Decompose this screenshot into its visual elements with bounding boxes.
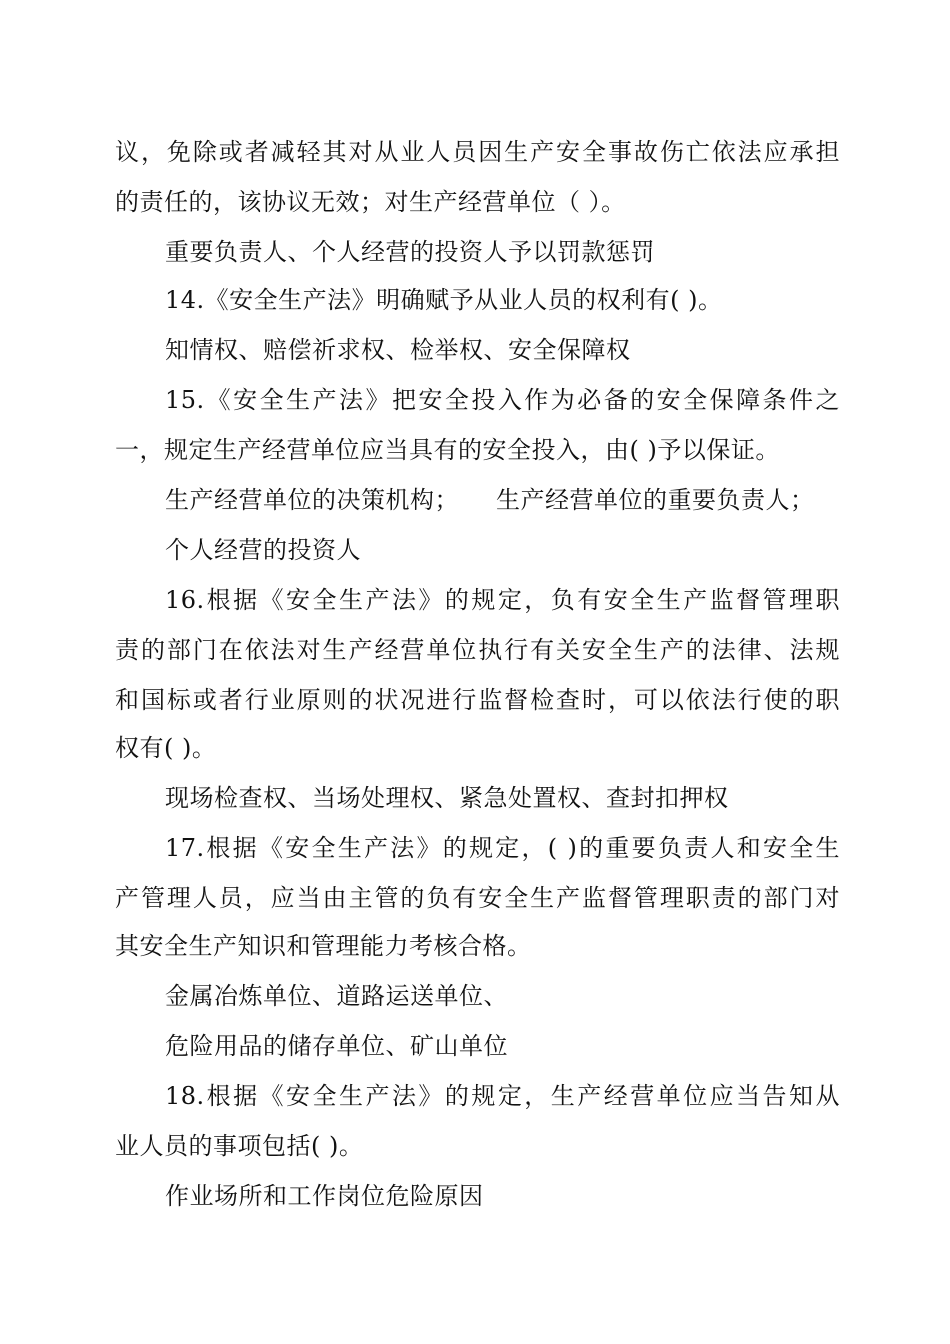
answer-line: 重要负责人、个人经营的投资人予以罚款惩罚 [165, 238, 655, 266]
answer-line: 现场检查权、当场处理权、紧急处置权、查封扣押权 [165, 784, 729, 812]
text-line: 权有( )。 [115, 734, 217, 762]
question-17: 17.根据《安全生产法》的规定，( )的重要负责人和安全生 [165, 834, 840, 862]
text-line: 一，规定生产经营单位应当具有的安全投入，由( )予以保证。 [115, 436, 780, 464]
text-line: 和国标或者行业原则的状况进行监督检查时，可以依法行使的职 [115, 686, 840, 714]
question-16: 16.根据《安全生产法》的规定，负有安全生产监督管理职 [165, 586, 840, 614]
answer-line: 知情权、赔偿祈求权、检举权、安全保障权 [165, 336, 631, 364]
answer-line: 危险用品的储存单位、矿山单位 [165, 1032, 508, 1060]
text-line: 议，免除或者减轻其对从业人员因生产安全事故伤亡依法应承担 [115, 138, 840, 166]
answer-line: 生产经营单位的决策机构； 生产经营单位的重要负责人； [165, 486, 815, 514]
text-line: 业人员的事项包括( )。 [115, 1132, 364, 1160]
text-line: 的责任的，该协议无效；对生产经营单位（ ）。 [115, 188, 626, 216]
question-14: 14.《安全生产法》明确赋予从业人员的权利有( )。 [165, 286, 723, 314]
text-line: 责的部门在依法对生产经营单位执行有关安全生产的法律、法规 [115, 636, 840, 664]
question-18: 18.根据《安全生产法》的规定，生产经营单位应当告知从 [165, 1082, 840, 1110]
text-line: 其安全生产知识和管理能力考核合格。 [115, 932, 532, 960]
answer-line: 个人经营的投资人 [165, 536, 361, 564]
text-line: 产管理人员，应当由主管的负有安全生产监督管理职责的部门对 [115, 884, 840, 912]
question-15: 15.《安全生产法》把安全投入作为必备的安全保障条件之 [165, 386, 840, 414]
answer-line: 金属冶炼单位、道路运送单位、 [165, 982, 508, 1010]
answer-line: 作业场所和工作岗位危险原因 [165, 1182, 484, 1210]
